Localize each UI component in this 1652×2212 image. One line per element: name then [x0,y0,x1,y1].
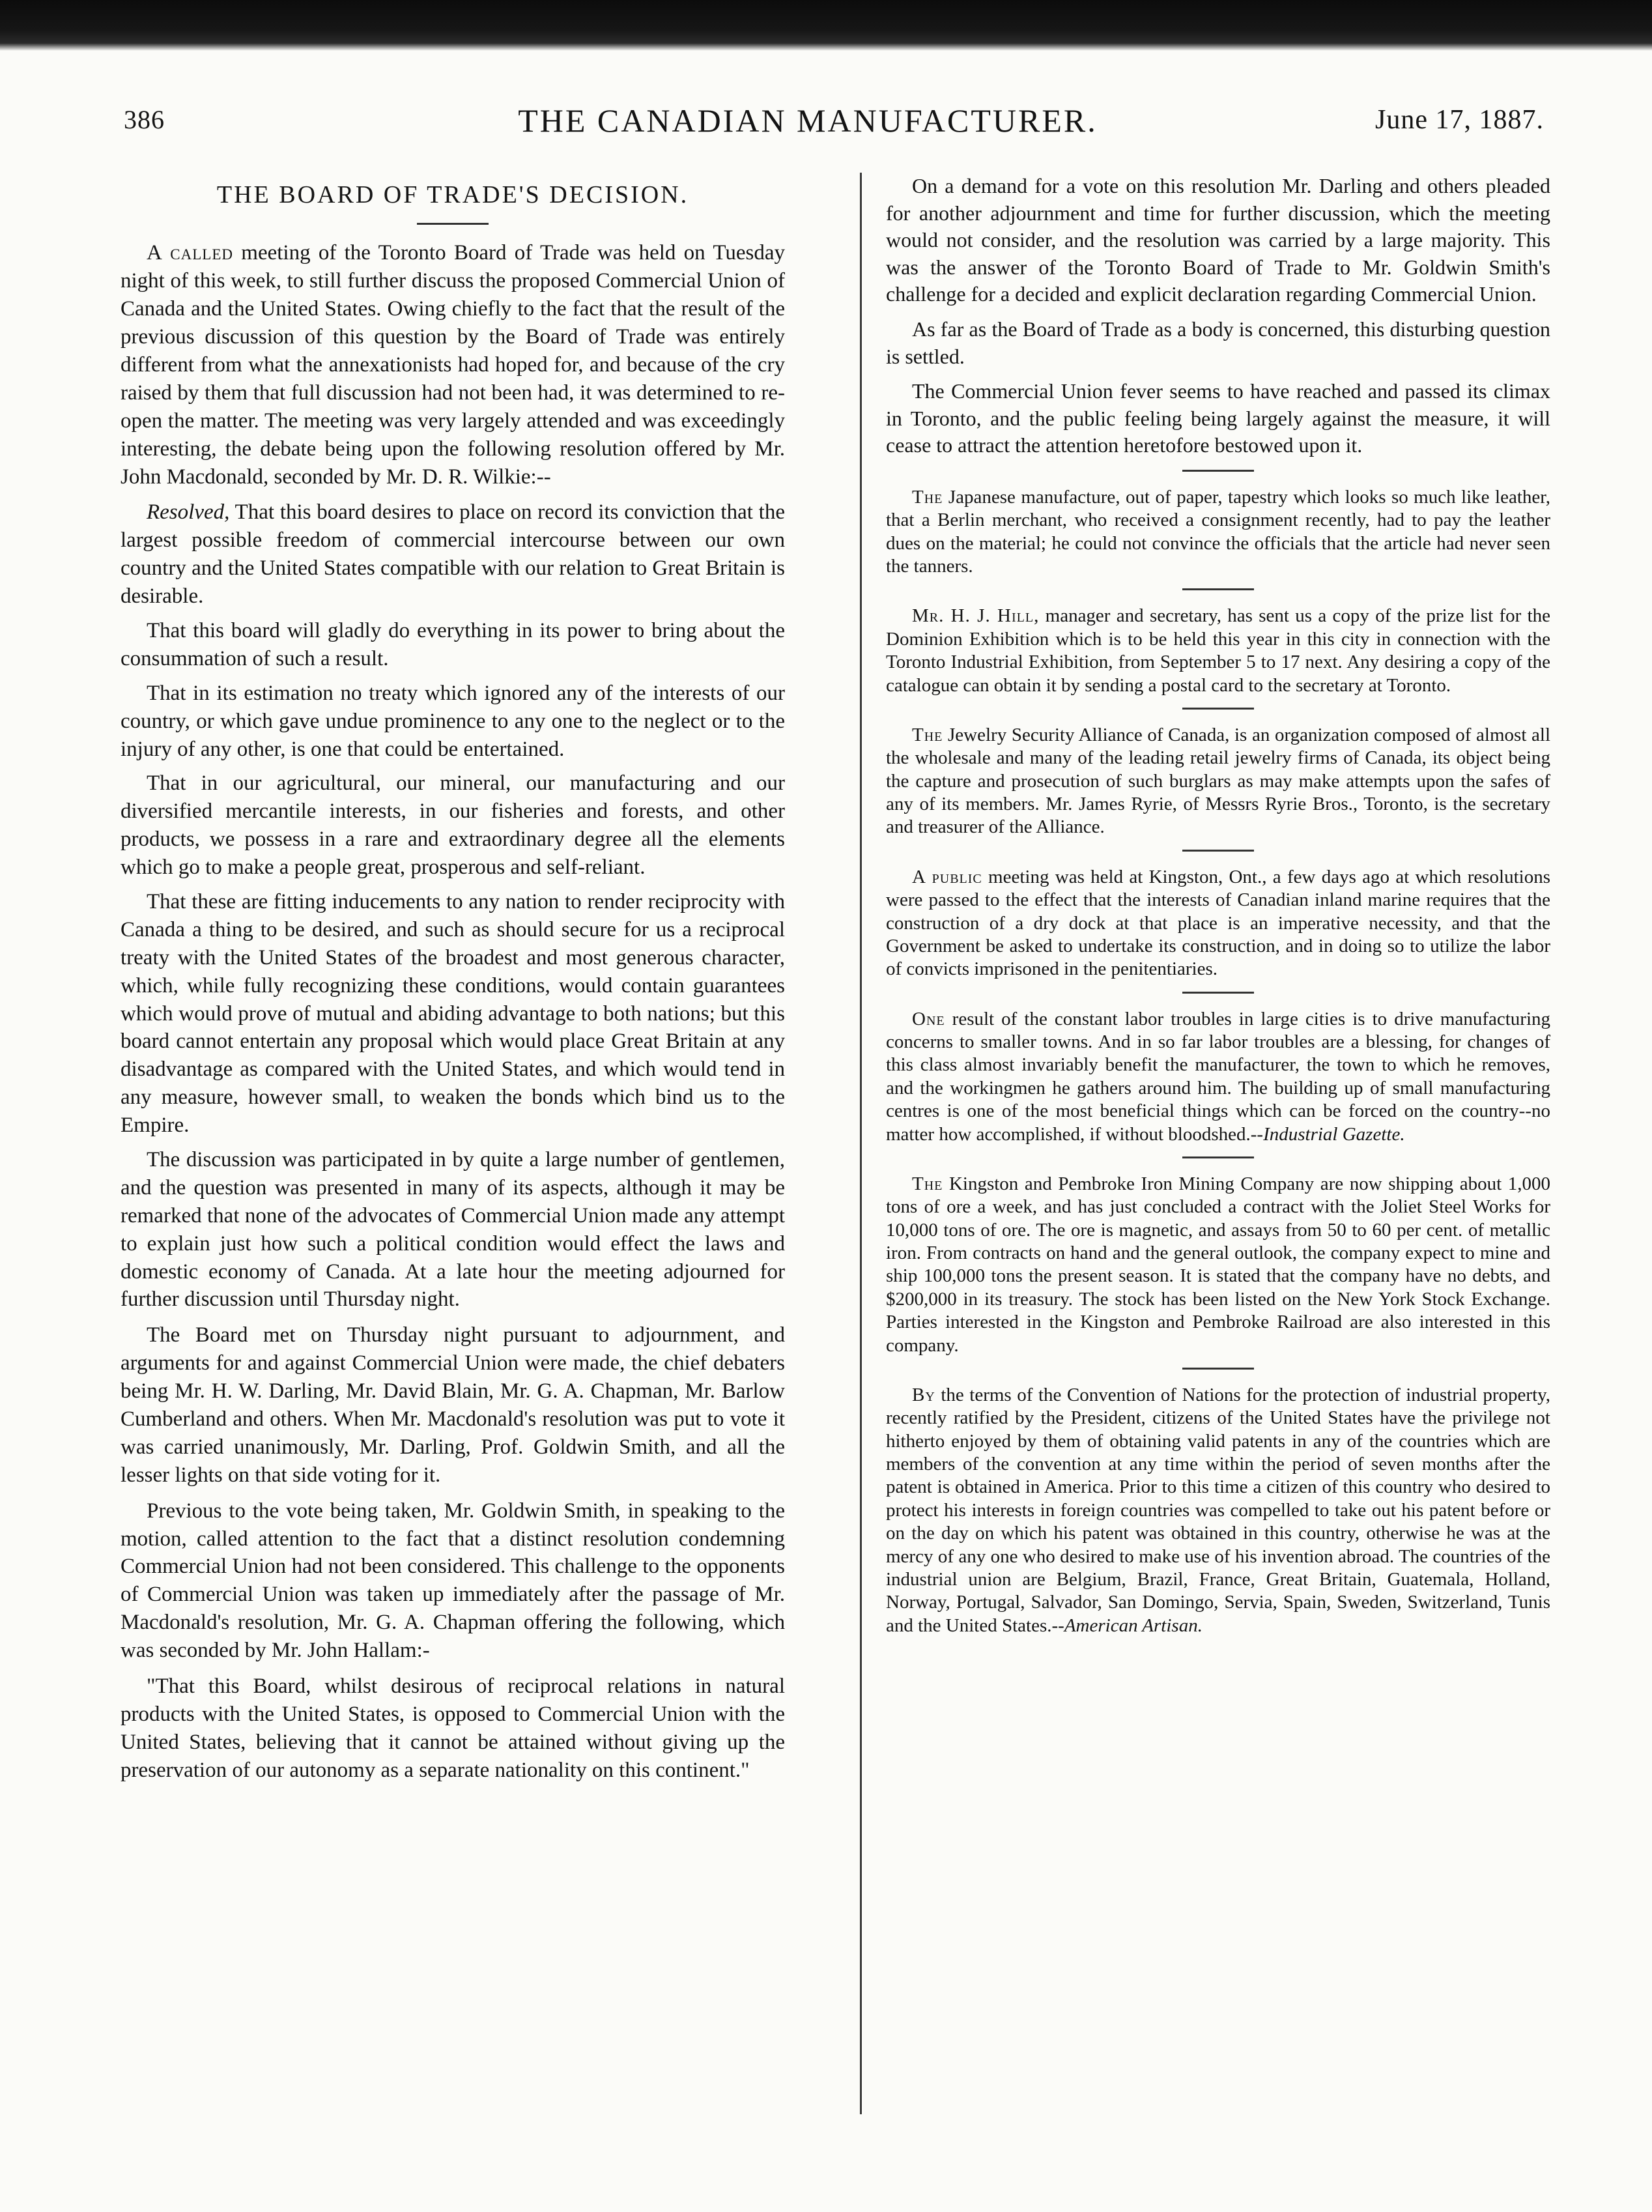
lead-word: One [912,1008,945,1029]
section-rule [1182,992,1254,994]
scan-top-band [0,0,1652,51]
resolution-paragraph: That this board will gladly do everything in its power to bring about the consummation of such a result. [121,618,785,670]
resolved-word: Resolved, [147,500,230,524]
paragraph-text: the terms of the Convention of Nations for the protection of industrial property, recently ratified by the President, citizens of the United States have the privilege not hitherto enjoyed by them of obtaining valid patents in any of the countries which are members of the convention at any time within the period of seven months after the patent is obtained in America. Prior to this time a citizen of this country who desired to protect his interests in foreign countries was compelled to take out his patent before or on the day on which his patent was obtained in this country, otherwise he was at the mercy of any one who desired to make use of his invention abroad. The countries of the industrial union are Belgium, Brazil, France, Great Britain, Guatemala, Holland, Norway, Portugal, Salvador, San Domingo, Servia, Spain, Sweden, Switzerland, Tunis and the United States.-- [886,1384,1550,1636]
resolution-paragraph: That in its estimation no treaty which ignored any of the interests of our country, or which gave undue prominence to any one to the neglect or to the injury of any other, is one that could be entertained. [121,681,785,761]
issue-date: June 17, 1887. [1375,105,1544,135]
section-rule [1182,470,1254,472]
lead-word: The [912,724,943,745]
article-title: THE BOARD OF TRADE'S DECISION. [216,181,689,208]
news-item [886,1173,1550,1357]
paragraph-text: meeting of the Toronto Board of Trade was held on Tuesday night of this week, to still further discuss the proposed Commercial Union of Canada and the United States. Owing chiefly to the fact that the result of the previous discussion of this question by the Board of Trade was entirely different from what the annexationists had hoped for, and because of the cry raised by them that full discussion had not been had, it was determined to re-open the matter. The meeting was very largely attended and was exceedingly interesting, the debate being upon the following resolution offered by Mr. John Macdonald, seconded by Mr. D. R. Wilkie:-- [121,241,785,489]
paragraph-text: That this board desires to place on record its conviction that the largest possible freedom of commercial intercourse between our own country and the United States compatible with our relation to Great Britain is desirable. [121,500,785,609]
resolution-paragraph [121,498,785,610]
news-item [886,605,1550,697]
paragraph-text: Jewelry Security Alliance of Canada, is an organization composed of almost all the wholesale and many of the leading retail jewelry firms of Canada, its object being the capture and prosecution of such burglars as may make attempts upon the safes of any of its members. Mr. James Ryrie, of Messrs Ryrie Bros., Toronto, is the secretary and treasurer of the Alliance. [886,724,1550,838]
quoted-resolution: "That this Board, whilst desirous of reciprocal relations in natural products with the United States, is opposed to Commercial Union with the United States, believing that it cannot be attained without giving up the preservation of our autonomy as a separate nationality on this continent." [121,1674,785,1782]
right-column [886,173,1550,1643]
lead-word: By [912,1384,935,1405]
paragraph-text: Japanese manufacture, out of paper, tapestry which looks so much like leather, that a Berlin merchant, who received a consignment recently, had to pay the leather dues on the material; he could not convince the officials that the article had never seen the tanners. [886,486,1550,577]
article-paragraph: The Commercial Union fever seems to have reached and passed its climax in Toronto, and the public feeling being largely against the measure, it will cease to attract the attention heretofore bestowed upon it. [886,379,1550,457]
title-rule [417,223,489,225]
paragraph-text: manager and secretary, has sent us a copy of the prize list for the Dominion Exhibition which is to be held this year in this city in connection with the Toronto Industrial Exhibition, from September 5 to 17 next. Any desiring a copy of the catalogue can obtain it by sending a postal card to the secretary at Toronto. [886,605,1551,696]
news-item [886,1008,1550,1146]
paragraph-text: Kingston and Pembroke Iron Mining Company are now shipping about 1,000 tons of ore a week, and has just concluded a contract with the Joliet Steel Works for 10,000 tons of ore. The ore is magnetic, and assays from 50 to 60 per cent. of metallic iron. From contracts on hand and the general outlook, the company expect to mine and ship 100,000 tons the present season. It is stated that the company have no debts, and $200,000 in its treasury. The stock has been listed on the New York Stock Exchange. Parties interested in the Kingston and Pembroke Railroad are also interested in this company. [886,1173,1550,1356]
news-item [886,1384,1550,1637]
article-paragraph: The Board met on Thursday night pursuant to adjournment, and arguments for and against Commercial Union were made, the chief debaters being Mr. H. W. Darling, Mr. David Blain, Mr. G. A. Chapman, Mr. Barlow Cumberland and others. When Mr. Macdonald's resolution was put to vote it was carried unanimously, Mr. Darling, Prof. Goldwin Smith, and all the lesser lights on that side voting for it. [121,1323,785,1487]
section-rule [1182,588,1254,590]
section-rule [1182,708,1254,710]
lead-word: A public [912,866,982,887]
article-paragraph: Previous to the vote being taken, Mr. Goldwin Smith, in speaking to the motion, called attention to the fact that a distinct resolution condemning Commercial Union had not been considered. This challenge to the opponents of Commercial Union was taken up immediately after the passage of Mr. Macdonald's resolution, Mr. G. A. Chapman offering the following, which was seconded by Mr. John Hallam:- [121,1499,785,1663]
article-paragraph: The discussion was participated in by quite a large number of gentlemen, and the question was presented in many of its aspects, although it may be remarked that none of the advocates of Commercial Union made any attempt to explain just how such a political condition would effect the laws and domestic economy of Canada. At a late hour the meeting adjourned for further discussion until Thursday night. [121,1148,785,1312]
lead-word: Mr. H. J. Hill, [912,605,1040,627]
masthead: THE CANADIAN MANUFACTURER. [518,102,1098,139]
paragraph-text: meeting was held at Kingston, Ont., a few days ago at which resolutions were passed to the effect that the interests of Canadian inland marine requires that the construction of a dry dock at that place is an imperative necessity, and that the Government be asked to undertake its construction, and in doing so to utilize the labor of convicts imprisoned in the penitentiaries. [886,866,1550,980]
paragraph-text: result of the constant labor troubles in large cities is to drive manufacturing concerns to smaller towns. And in so far labor troubles are a blessing, for changes of this class almost invariably benefit the manufacturer, the town to which he removes, and the workingmen he gathers around him. The building up of small manufacturing centres is one of the most beneficial things which can be forced on the country--no matter how accomplished, if without bloodshed.-- [886,1008,1550,1145]
section-rule [1182,1368,1254,1370]
section-rule [1182,1156,1254,1158]
lead-word: A called [147,241,233,265]
left-column [121,173,785,1792]
source-citation: Industrial Gazette. [1263,1123,1405,1145]
column-divider [860,173,862,2114]
article-paragraph: As far as the Board of Trade as a body is concerned, this disturbing question is settled. [886,317,1550,368]
article-paragraph: On a demand for a vote on this resolution Mr. Darling and others pleaded for another adjournment and time for further discussion, which the meeting would not consider, and the resolution was carried by a large majority. This was the answer of the Toronto Board of Trade to Mr. Goldwin Smith's challenge for a decided and explicit declaration regarding Commercial Union. [886,174,1550,306]
lead-word: The [912,1173,943,1194]
resolution-paragraph: That these are fitting inducements to any nation to render reciprocity with Canada a thing to be desired, and such as should secure for us a reciprocal treaty with the United States of the broadest and most generous character, which, while fully recognizing these conditions, would contain guarantees which would prove of mutual and abiding advantage to both nations; but this board cannot entertain any proposal which would place Great Britain at any disadvantage as compared with the United States, and which would tend in any measure, however small, to weaken the bonds which bind us to the Empire. [121,889,785,1138]
resolution-paragraph: That in our agricultural, our mineral, our manufacturing and our diversified mercantile interests, in our fisheries and forests, and other products, we possess in a rare and extraordinary degree all the elements which go to make a people great, prosperous and self-reliant. [121,771,785,880]
article-paragraph [121,239,785,491]
news-item [886,866,1550,981]
page-header [59,98,1557,150]
lead-word: The [912,486,943,508]
page-number: 386 [124,105,165,134]
news-item [886,486,1550,579]
source-citation: American Artisan. [1064,1615,1203,1636]
section-rule [1182,850,1254,852]
news-item [886,724,1550,839]
